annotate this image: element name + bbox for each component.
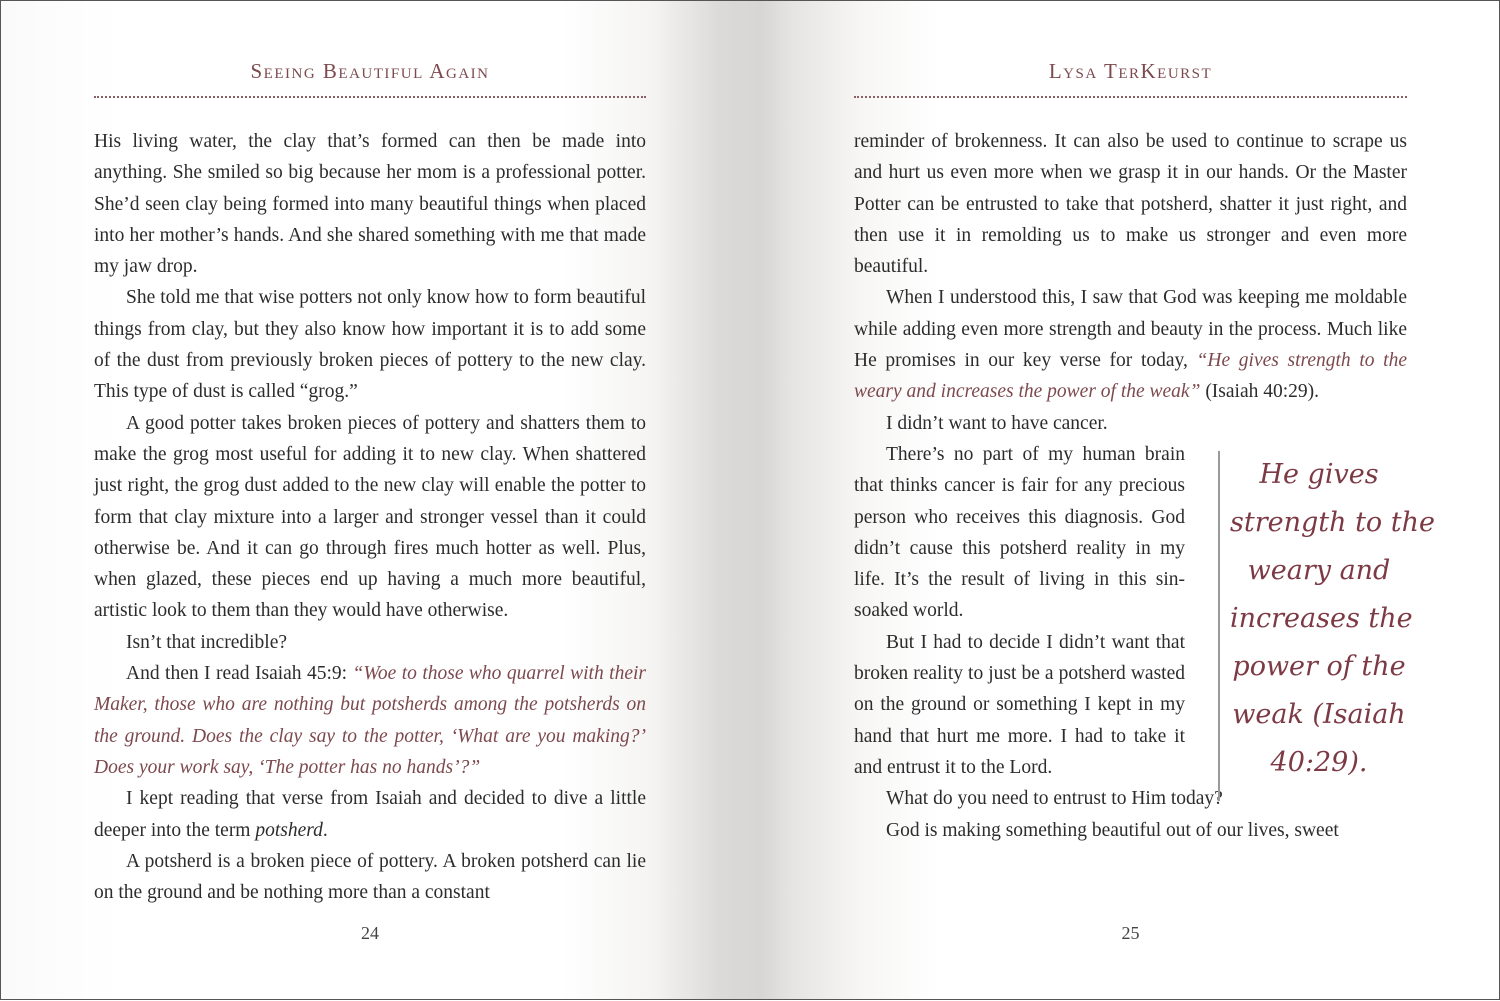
pull-quote-line: He gives (1259, 459, 1379, 490)
paragraph-text: . (322, 819, 328, 841)
running-head-author: Lysa TerKeurst (1048, 59, 1213, 83)
paragraph-intro: When I understood this, I saw that God was keeping me moldable while adding even more strength and beauty in the process. Much like He promises in our key verse for today, (854, 287, 1407, 372)
scripture-reference: (Isaiah 40:29). (1200, 381, 1320, 403)
pull-quote-line: increases the (1230, 603, 1413, 634)
paragraph (94, 783, 646, 846)
pull-quote-callout (1218, 451, 1435, 801)
pull-quote-line: strength to the (1230, 507, 1435, 538)
page-number: 24 (361, 923, 379, 943)
paragraph-scripture (854, 282, 1407, 407)
paragraph: A good potter takes broken pieces of pottery and shatters them to make the grog most useful for adding it to new clay. When shattered just right, the grog dust added to the new clay will enable the potter to form that clay mixture into a larger and stronger vessel than it could otherwise be. And it can go through fires much hotter as well. Plus, when glazed, these pieces end up having a much more beautiful, artistic look to them than they would have otherwise. (94, 412, 646, 622)
left-page (94, 1, 646, 1001)
right-page (854, 1, 1435, 1001)
paragraph: reminder of brokenness. It can also be used to continue to scrape us and hurt us even more when we grasp it in our hands. Or the Master Potter can be entrusted to take that potsherd, shatter it just right, and then use it in remolding us to make us stronger and even more beautiful. (854, 131, 1407, 278)
running-head-book-title: Seeing Beautiful Again (250, 59, 490, 83)
scripture-quote: “Woe to those who quarrel with their Maker, those who are nothing but potsherds among the potsherds on the ground. Does the clay say to the potter, ‘What are you making?’ Does your work say, ‘The potter has no hands’?” (94, 663, 646, 778)
paragraph: Isn’t that incredible? (126, 631, 287, 653)
pull-quote-line: 40:29). (1270, 747, 1368, 778)
page-number: 25 (1121, 923, 1140, 943)
paragraph: She told me that wise potters not only know how to form beautiful things from clay, but they also know how important it is to add some of the dust from previously broken pieces of pottery to the new clay. This type of dust is called “grog.” (94, 287, 646, 403)
paragraph: I didn’t want to have cancer. (886, 412, 1108, 434)
left-body-text (94, 126, 646, 908)
pull-quote-line: weak (Isaiah (1232, 699, 1406, 730)
scripture-quote: “He gives strength to the weary and increases the power of the weak” (854, 350, 1407, 403)
paragraph: A potsherd is a broken piece of pottery. A broken potsherd can lie on the ground and be nothing more than a constant (94, 850, 646, 904)
paragraph-intro: And then I read Isaiah 45:9: (126, 663, 353, 685)
emphasized-term: potsherd (255, 819, 323, 841)
paragraph: There’s no part of my human brain that thinks cancer is fair for any precious person who receives this diagnosis. God didn’t cause this potsherd reality in my life. It’s the result of living in this sin-soaked world. (854, 443, 1185, 622)
paragraph-scripture (94, 658, 646, 783)
header-dotted-rule (94, 96, 646, 98)
paragraph: God is making something beautiful out of our lives, sweet (886, 819, 1339, 841)
paragraph: What do you need to entrust to Him today? (886, 788, 1223, 810)
pull-quote-line: weary and (1247, 555, 1391, 586)
paragraph-text: I kept reading that verse from Isaiah and decided to dive a little deeper into the term (94, 788, 646, 841)
header-dotted-rule (854, 96, 1407, 98)
pull-quote-line: power of the (1232, 651, 1406, 682)
paragraph: But I had to decide I didn’t want that broken reality to just be a potsherd wasted on the ground or something I kept in my hand that hurt me more. I had to take it and entrust it to the Lord. (854, 631, 1185, 778)
paragraph: His living water, the clay that’s formed can then be made into anything. She smiled so big because her mom is a professional potter. She’d seen clay being formed into many beautiful things when placed into her mother’s hands. And she shared something with me that made my jaw drop. (94, 131, 646, 278)
